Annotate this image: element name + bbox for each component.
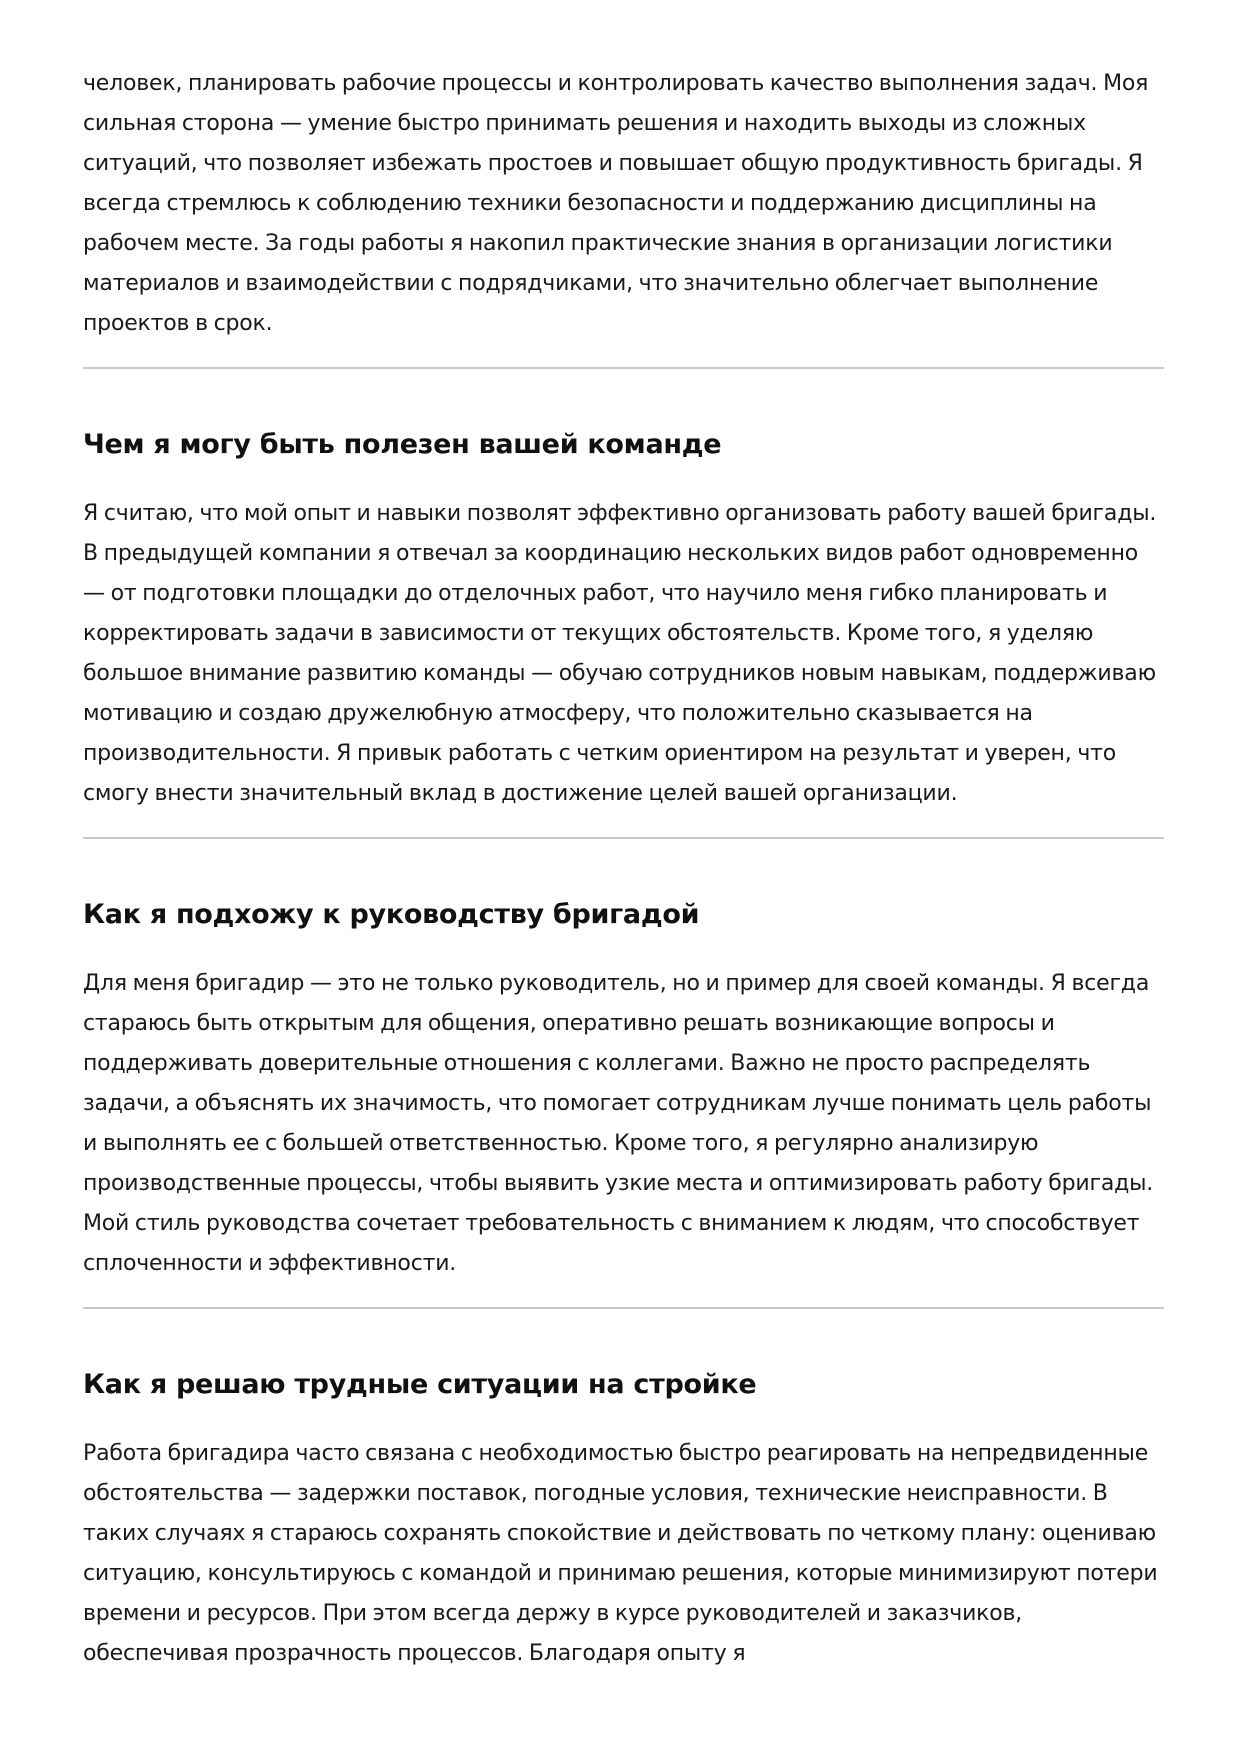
section-title-difficult-situations: Как я решаю трудные ситуации на стройке [83,1369,757,1400]
section-title-leadership-approach: Как я подхожу к руководству бригадой [83,899,700,930]
intro-paragraph: человек, планировать рабочие процессы и контролировать качество выполнения задач. Моя сильная сторона — умение быстро принимать решения и находить выходы из сложных ситуаций, что позволяет избежать простоев и повышает общую продуктивность бригады. Я всегда стремлюсь к соблюдению техники безопасности и поддержанию дисциплины на рабочем месте. За годы работы я накопил практические знания в организации логистики материалов и взаимодействии с подрядчиками, что значительно облегчает выполнение проектов в срок. [83,71,1149,336]
section-text-difficult-situations: Работа бригадира часто связана с необходимостью быстро реагировать на непредвиденные обстоятельства — задержки поставок, погодные условия, технические неисправности. В таких случаях я стараюсь сохранять спокойствие и действовать по четкому плану: оцениваю ситуацию, консультируюсь с командой и принимаю решения, которые минимизируют потери времени и ресурсов. При этом всегда держу в курсе руководителей и заказчиков, обеспечивая прозрачность процессов. Благодаря опыту я [83,1441,1158,1666]
section-divider [83,837,1164,839]
section-text-useful-to-team: Я считаю, что мой опыт и навыки позволят эффективно организовать работу вашей бригады. В предыдущей компании я отвечал за координацию нескольких видов работ одновременно — от подготовки площадки до отделочных работ, что научило меня гибко планировать и корректировать задачи в зависимости от текущих обстоятельств. Кроме того, я уделяю большое внимание развитию команды — обучаю сотрудников новым навыкам, поддерживаю мотивацию и создаю дружелюбную атмосферу, что положительно сказывается на производительности. Я привык работать с четким ориентиром на результат и уверен, что смогу внести значительный вклад в достижение целей вашей организации. [83,501,1157,806]
section-text-leadership-approach: Для меня бригадир — это не только руководитель, но и пример для своей команды. Я всегда стараюсь быть открытым для общения, оперативно решать возникающие вопросы и поддерживать доверительные отношения с коллегами. Важно не просто распределять задачи, а объяснять их значимость, что помогает сотрудникам лучше понимать цель работы и выполнять ее с большей ответственностью. Кроме того, я регулярно анализирую производственные процессы, чтобы выявить узкие места и оптимизировать работу бригады. Мой стиль руководства сочетает требовательность с вниманием к людям, что способствует сплоченности и эффективности. [83,971,1154,1276]
document-page [83,0,1164,1674]
section-divider [83,367,1164,369]
section-title-useful-to-team: Чем я могу быть полезен вашей команде [83,429,722,460]
section-divider [83,1307,1164,1309]
